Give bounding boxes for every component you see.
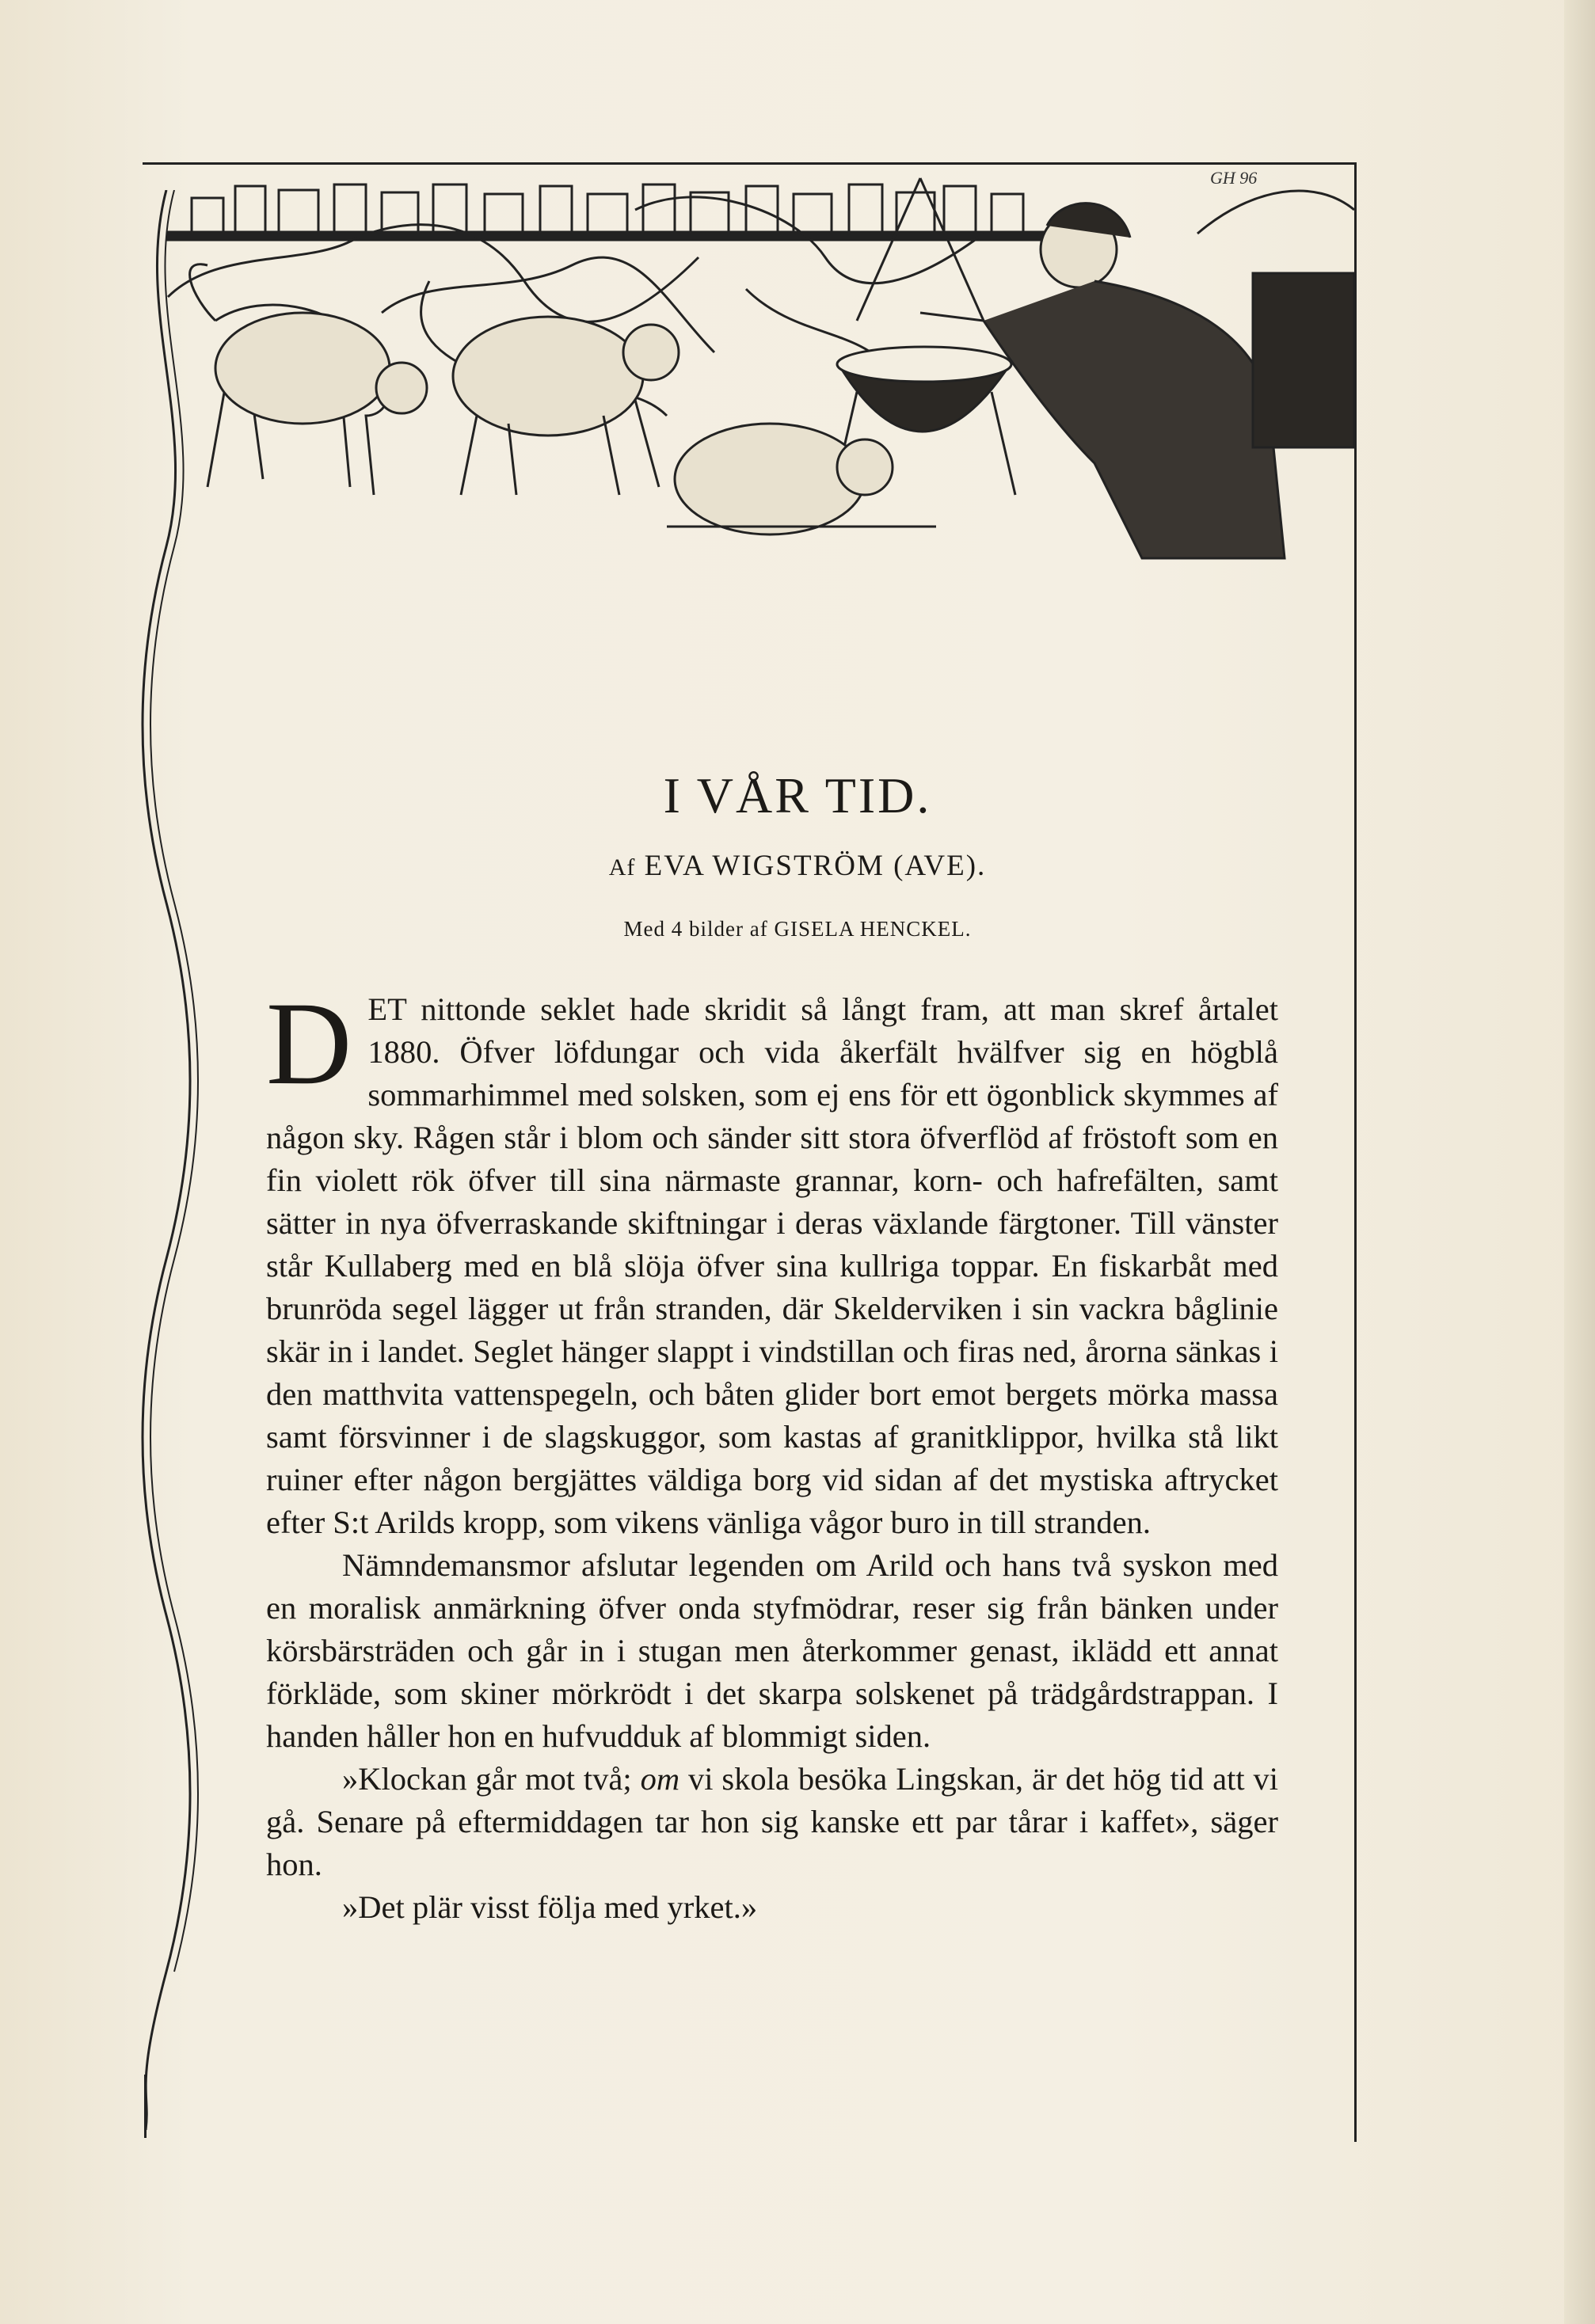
drop-cap: D	[266, 978, 352, 1109]
vine-ornament	[119, 190, 214, 2130]
illustrator-signature: GH 96	[1210, 168, 1258, 188]
paragraph-text: ET nittonde seklet hade skridit så långt fram, att man skref årtalet 1880. Öfver löfdungar och vida åkerfält hvälfver sig en högblå sommarhimmel med solsken, som ej ens för ett ögonblick skymmes af någon sky. Rågen står i blom och sänder sitt stora öfverflöd af fröstoft som en fin violett rök öfver till sina närmaste grannar, korn- och hafrefälten, samt sätter in nya öfverraskande skiftningar i deras växlande färgtoner. Till vänster står Kullaberg med en blå slöja öfver sina kullriga toppar. En fiskarbåt med brunröda segel lägger ut från stranden, där Skelderviken i sin vackra båglinie skär in i landet. Seglet hänger slappt i vindstillan och firas ned, årorna sänkas i den matthvita vattenspegeln, och båten glider bort emot bergets mörka massa samt försvinner i de slagskuggor, som kastas af granitklippor, hvilka stå likt ruiner efter någon bergjättes väldiga borg vid sidan af det mystiska aftrycket efter S:t Arilds kropp, som vikens vänliga vågor buro in till stranden.	[266, 991, 1278, 1540]
paragraph-4: »Det plär visst följa med yrket.»	[342, 1889, 758, 1925]
paragraph-3	[266, 1758, 1278, 1886]
paragraph-2: Nämndemansmor afslutar legenden om Arild och hans två syskon med en moralisk anmärkning öfver onda styfmödrar, reser sig från bänken under körsbärsträden och går in i stugan men återkommer genast, iklädd ett annat förkläde, som skiner mörkrödt i det skarpa solskenet på trädgårdstrappan. I handen håller hon en hufvudduk af blommigt siden.	[266, 1547, 1278, 1754]
header-illustration	[144, 162, 1354, 606]
quote-part: »Klockan går mot två;	[342, 1761, 641, 1797]
author-prefix: Af	[608, 854, 636, 881]
paragraph-1	[266, 978, 1278, 1544]
quote-emphasis: om	[640, 1761, 680, 1797]
article-title: I VÅR TID.	[663, 767, 932, 823]
quote-part: vi skola besöka Lingskan, är det hög tid att vi gå. Senare på eftermiddagen tar hon sig kanske ett par tårar i kaffet», säger hon.	[266, 1761, 1278, 1882]
illustration-credit: Med 4 bilder af GISELA HENCKEL.	[623, 917, 972, 941]
frame-right-rule	[1354, 162, 1357, 2142]
jar-shelf-icon	[168, 184, 1055, 240]
cat-icon	[421, 281, 679, 495]
cat-icon	[667, 424, 936, 534]
cat-icon	[190, 264, 427, 495]
author-line	[0, 849, 1595, 883]
author-name: EVA WIGSTRÖM (AVE).	[644, 850, 987, 882]
page-edge	[1564, 0, 1595, 2324]
article-body	[266, 978, 1278, 1929]
